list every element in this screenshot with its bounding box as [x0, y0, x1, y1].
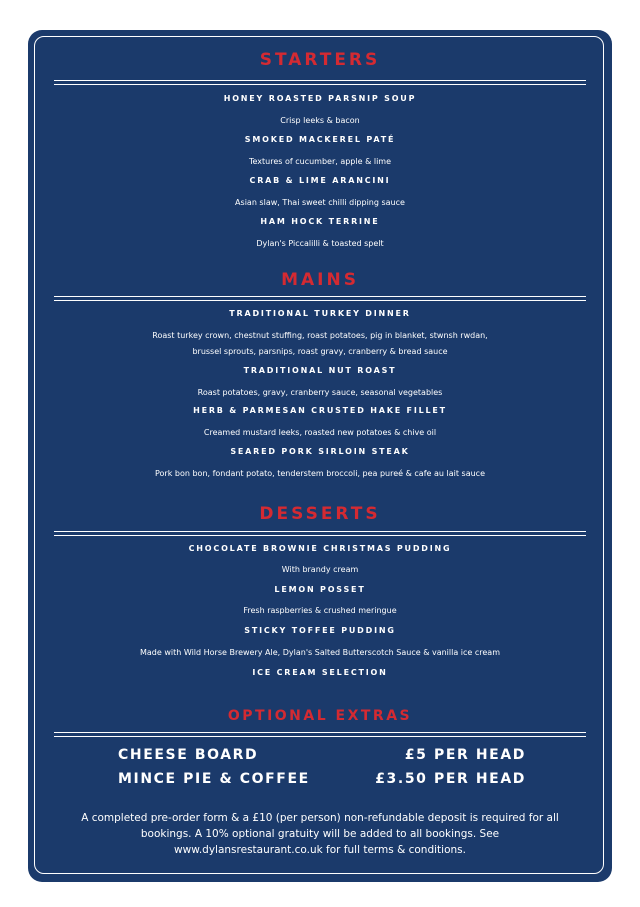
dish-description: Roast turkey crown, chestnut stuffing, roast potatoes, pig in blanket, stwnsh rwdan, [152, 331, 488, 340]
extra-name: CHEESE BOARD [118, 747, 259, 763]
footer-line: bookings. A 10% optional gratuity will be added to all bookings. See [140, 828, 500, 840]
footer-line: A completed pre-order form & a £10 (per person) non-refundable deposit is required for all [81, 812, 559, 824]
dish-name: CRAB & LIME ARANCINI [249, 176, 391, 185]
dish-description: Dylan's Piccalilli & toasted spelt [256, 239, 384, 248]
dish-name: SEARED PORK SIRLOIN STEAK [230, 447, 410, 456]
mains-rule [54, 296, 586, 301]
dish-name: STICKY TOFFEE PUDDING [244, 626, 396, 635]
dish-name: HERB & PARMESAN CRUSTED HAKE FILLET [193, 406, 447, 415]
dish-description: Crisp leeks & bacon [280, 116, 360, 125]
starters-heading: STARTERS [259, 50, 381, 70]
desserts-heading: DESSERTS [259, 504, 381, 524]
dish-name: LEMON POSSET [274, 585, 366, 594]
starters-rule [54, 80, 586, 85]
dish-name: CHOCOLATE BROWNIE CHRISTMAS PUDDING [188, 544, 452, 553]
dish-description: Fresh raspberries & crushed meringue [243, 606, 397, 615]
dish-description: With brandy cream [281, 565, 359, 574]
dish-name: SMOKED MACKEREL PATÉ [244, 135, 396, 144]
extra-price: £5 PER HEAD [404, 747, 526, 763]
dish-description: brussel sprouts, parsnips, roast gravy, cranberry & bread sauce [192, 347, 448, 356]
menu-content [28, 30, 612, 882]
dish-description: Textures of cucumber, apple & lime [248, 157, 392, 166]
mains-heading: MAINS [281, 270, 359, 290]
extra-price: £3.50 PER HEAD [375, 771, 526, 787]
dish-description: Pork bon bon, fondant potato, tenderstem broccoli, pea pureé & cafe au lait sauce [154, 469, 485, 478]
dish-description: Asian slaw, Thai sweet chilli dipping sauce [235, 198, 405, 207]
extras-rule [54, 732, 586, 737]
dish-name: HONEY ROASTED PARSNIP SOUP [223, 94, 417, 103]
dish-description: Made with Wild Horse Brewery Ale, Dylan's Salted Butterscotch Sauce & vanilla ice cream [139, 648, 501, 657]
dish-name: TRADITIONAL NUT ROAST [243, 366, 397, 375]
dish-name: ICE CREAM SELECTION [252, 668, 388, 677]
footer-link[interactable]: www.dylansrestaurant.co.uk for full terms & conditions. [174, 844, 466, 856]
extras-heading: OPTIONAL EXTRAS [227, 708, 413, 724]
dish-description: Roast potatoes, gravy, cranberry sauce, seasonal vegetables [197, 388, 443, 397]
dish-description: Creamed mustard leeks, roasted new potatoes & chive oil [203, 428, 437, 437]
desserts-rule [54, 531, 586, 536]
dish-name: TRADITIONAL TURKEY DINNER [229, 309, 411, 318]
dish-name: HAM HOCK TERRINE [260, 217, 380, 226]
extra-name: MINCE PIE & COFFEE [118, 771, 310, 787]
